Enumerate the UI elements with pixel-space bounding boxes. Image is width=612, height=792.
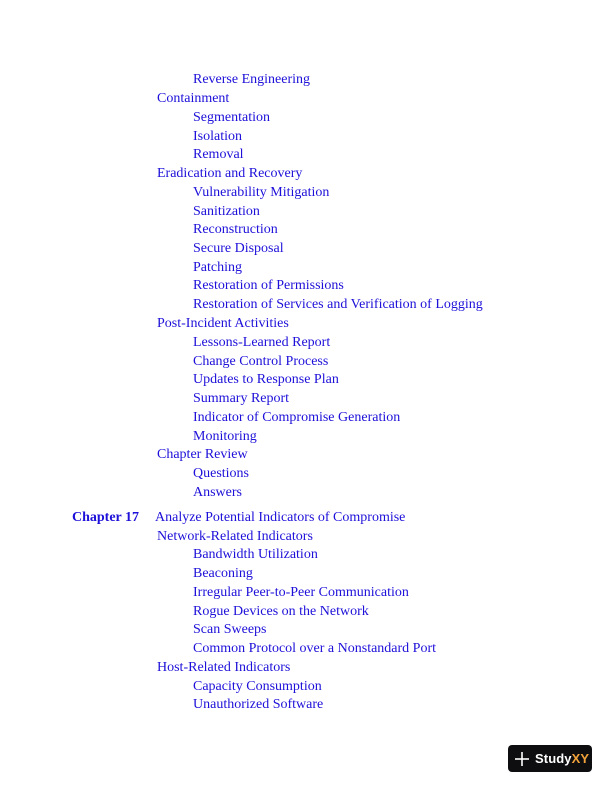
toc-entry-reconstruction[interactable]: Reconstruction [193, 222, 278, 237]
toc-entry-capacity[interactable]: Capacity Consumption [193, 679, 322, 694]
toc-entry-questions[interactable]: Questions [193, 466, 249, 481]
toc-entry-containment[interactable]: Containment [157, 91, 230, 106]
studyxy-badge[interactable] [508, 745, 592, 772]
toc-entry-isolation[interactable]: Isolation [193, 129, 242, 144]
brand-main: Study [535, 751, 572, 766]
toc-entry-scan-sweeps[interactable]: Scan Sweeps [193, 622, 267, 637]
toc-entry-network-indicators[interactable]: Network-Related Indicators [157, 529, 313, 544]
toc-entry-rogue-devices[interactable]: Rogue Devices on the Network [193, 604, 369, 619]
toc-entry-beaconing[interactable]: Beaconing [193, 566, 253, 581]
toc-entry-unauthorized-software[interactable]: Unauthorized Software [193, 697, 324, 712]
toc-entry-bandwidth[interactable]: Bandwidth Utilization [193, 547, 318, 562]
toc-entry-post-incident[interactable]: Post-Incident Activities [157, 316, 289, 331]
brand-accent: XY [571, 751, 590, 766]
toc-entry-chapter-review[interactable]: Chapter Review [157, 447, 248, 462]
toc-entry-p2p[interactable]: Irregular Peer-to-Peer Communication [193, 585, 409, 600]
toc-entry-patching[interactable]: Patching [193, 260, 242, 275]
studyxy-logo-text [535, 751, 589, 766]
toc-entry-reverse-engineering[interactable]: Reverse Engineering [193, 72, 311, 87]
toc-entry-host-indicators[interactable]: Host-Related Indicators [157, 660, 291, 675]
toc-entry-restoration-services[interactable]: Restoration of Services and Verification of Logging [193, 297, 483, 312]
toc-entry-secure-disposal[interactable]: Secure Disposal [193, 241, 284, 256]
toc-entry-sanitization[interactable]: Sanitization [193, 204, 260, 219]
toc-entry-lessons-learned[interactable]: Lessons-Learned Report [193, 335, 331, 350]
toc-entry-removal[interactable]: Removal [193, 147, 244, 162]
chapter-title[interactable]: Analyze Potential Indicators of Compromise [155, 510, 406, 525]
toc-entry-monitoring[interactable]: Monitoring [193, 429, 257, 444]
toc-entry-restoration-permissions[interactable]: Restoration of Permissions [193, 278, 344, 293]
toc-entry-common-protocol[interactable]: Common Protocol over a Nonstandard Port [193, 641, 437, 656]
toc-entry-ioc-generation[interactable]: Indicator of Compromise Generation [193, 410, 401, 425]
plus-icon [514, 751, 530, 767]
toc-entry-answers[interactable]: Answers [193, 485, 242, 500]
toc-entry-vulnerability-mitigation[interactable]: Vulnerability Mitigation [193, 185, 330, 200]
toc-entry-change-control[interactable]: Change Control Process [193, 354, 329, 369]
toc-entry-segmentation[interactable]: Segmentation [193, 110, 270, 125]
toc-entry-updates-response[interactable]: Updates to Response Plan [193, 372, 339, 387]
chapter-number[interactable]: Chapter 17 [72, 510, 140, 525]
toc-entry-summary-report[interactable]: Summary Report [193, 391, 290, 406]
toc-entry-eradication[interactable]: Eradication and Recovery [157, 166, 303, 181]
